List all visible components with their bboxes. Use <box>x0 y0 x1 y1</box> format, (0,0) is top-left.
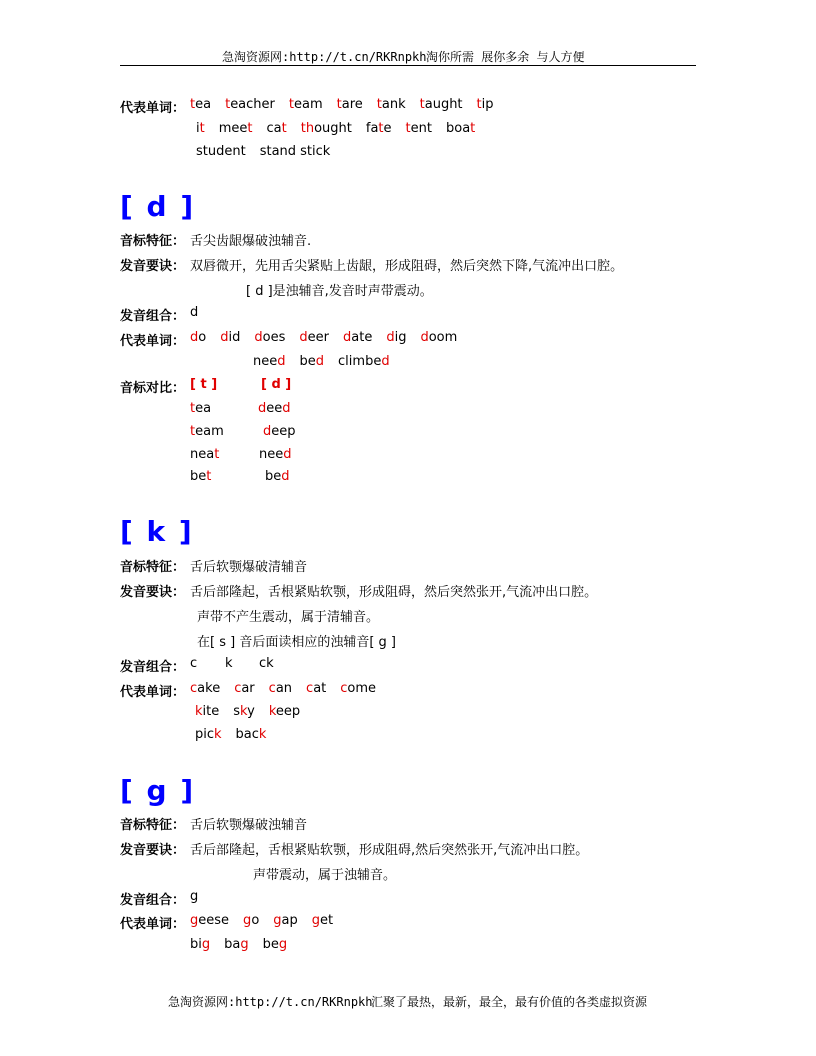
phoneme-title-g: [ g ] <box>120 774 196 807</box>
word: student <box>196 144 246 159</box>
word: thought <box>300 121 352 136</box>
word: deer <box>299 330 329 345</box>
compare-t-word: bet <box>190 469 212 484</box>
k-combo-ck: ck <box>259 656 274 671</box>
word: taught <box>419 97 463 112</box>
word: dig <box>386 330 407 345</box>
label-combo-d: 发音组合： <box>120 309 186 324</box>
word: boat <box>445 121 476 136</box>
word: come <box>340 681 377 696</box>
word: tip <box>476 97 494 112</box>
g-combo: g <box>190 889 199 904</box>
d-combo: d <box>190 305 199 320</box>
word: beg <box>262 937 288 952</box>
label-words-d: 代表单词： <box>120 334 186 349</box>
word: pick <box>195 727 222 742</box>
k-words-line3 <box>195 727 266 742</box>
word: gap <box>273 913 298 928</box>
compare-t-word: tea <box>190 401 212 416</box>
word: tank <box>376 97 406 112</box>
word: tent <box>405 121 432 136</box>
label-words-k: 代表单词： <box>120 685 186 700</box>
g-words-line2 <box>190 937 287 952</box>
word: stand stick <box>259 144 331 159</box>
word: doom <box>420 330 458 345</box>
label-tips-d: 发音要诀： <box>120 259 186 274</box>
word: climbed <box>338 354 390 369</box>
header-site: 急淘资源网:http://t.cn/RKRnpkh <box>222 50 427 64</box>
word: tare <box>336 97 363 112</box>
compare-head-d: [ d ] <box>261 377 292 392</box>
word: date <box>342 330 373 345</box>
k-tip2: 声带不产生震动，属于清辅音。 <box>197 610 380 625</box>
word: back <box>235 727 267 742</box>
word: do <box>190 330 207 345</box>
compare-t-word: neat <box>190 447 220 462</box>
word: cake <box>190 681 221 696</box>
d-words-line1 <box>190 330 457 345</box>
word: go <box>243 913 260 928</box>
t-words-line2 <box>196 121 475 136</box>
phoneme-title-d: [ d ] <box>120 190 196 223</box>
word: it <box>196 121 205 136</box>
word: bed <box>299 354 325 369</box>
phoneme-title-k: [ k ] <box>120 515 194 548</box>
header-slogan: 淘你所需 展你多余 与人方便 <box>426 50 585 64</box>
word: tea <box>190 97 212 112</box>
label-tips-g: 发音要诀： <box>120 843 186 858</box>
compare-d-word: need <box>259 447 292 462</box>
label-feature-k: 音标特征： <box>120 560 186 575</box>
d-tip1: 双唇微开，先用舌尖紧贴上齿龈，形成阻碍，然后突然下降,气流冲出口腔。 <box>190 259 624 274</box>
k-combo-k: k <box>225 656 233 671</box>
word: fate <box>365 121 392 136</box>
word: bag <box>224 937 249 952</box>
g-words-line1 <box>190 913 333 928</box>
word: does <box>254 330 286 345</box>
word: kite <box>195 704 220 719</box>
word: get <box>311 913 334 928</box>
d-words-line2 <box>253 354 390 369</box>
label-words-g: 代表单词： <box>120 917 186 932</box>
g-tip1: 舌后部隆起，舌根紧贴软颚，形成阻碍,然后突然张开,气流冲出口腔。 <box>190 843 589 858</box>
d-feature: 舌尖齿龈爆破浊辅音. <box>190 234 312 249</box>
k-tip1: 舌后部隆起，舌根紧贴软颚，形成阻碍，然后突然张开,气流冲出口腔。 <box>190 585 598 600</box>
word: meet <box>218 121 253 136</box>
word: geese <box>190 913 230 928</box>
compare-d-word: bed <box>265 469 290 484</box>
t-words-line1 <box>190 97 494 112</box>
footer-slogan: 汇聚了最热，最新，最全，最有价值的各类虚拟资源 <box>371 995 648 1009</box>
word: need <box>253 354 286 369</box>
d-tip2: [ d ]是浊辅音,发音时声带震动。 <box>246 284 433 299</box>
g-feature: 舌后软颚爆破浊辅音 <box>190 818 308 833</box>
word: teacher <box>225 97 275 112</box>
compare-d-word: deep <box>263 424 296 439</box>
compare-head-t: [ t ] <box>190 377 218 392</box>
compare-t-word: team <box>190 424 224 439</box>
label-combo-k: 发音组合： <box>120 660 186 675</box>
word: did <box>220 330 241 345</box>
word: sky <box>233 704 255 719</box>
k-combo-c: c <box>190 656 198 671</box>
k-feature: 舌后软颚爆破清辅音 <box>190 560 308 575</box>
k-words-line1 <box>190 681 376 696</box>
k-words-line2 <box>195 704 300 719</box>
label-feature-d: 音标特征： <box>120 234 186 249</box>
g-tip2: 声带震动，属于浊辅音。 <box>253 868 397 883</box>
word: keep <box>268 704 301 719</box>
label-compare-d: 音标对比： <box>120 381 186 396</box>
t-words-line3 <box>196 144 330 159</box>
label-combo-g: 发音组合： <box>120 893 186 908</box>
word: cat <box>306 681 327 696</box>
word: car <box>234 681 255 696</box>
word: cat <box>266 121 287 136</box>
k-tip3: 在[ s ] 音后面读相应的浊辅音[ g ] <box>197 635 396 650</box>
word: team <box>288 97 323 112</box>
word: big <box>190 937 211 952</box>
word: can <box>268 681 293 696</box>
footer-site: 急淘资源网:http://t.cn/RKRnpkh <box>168 995 373 1009</box>
label-tips-k: 发音要诀： <box>120 585 186 600</box>
label-words-t: 代表单词： <box>120 101 186 116</box>
compare-d-word: deed <box>258 401 291 416</box>
label-feature-g: 音标特征： <box>120 818 186 833</box>
header-rule <box>120 65 696 66</box>
